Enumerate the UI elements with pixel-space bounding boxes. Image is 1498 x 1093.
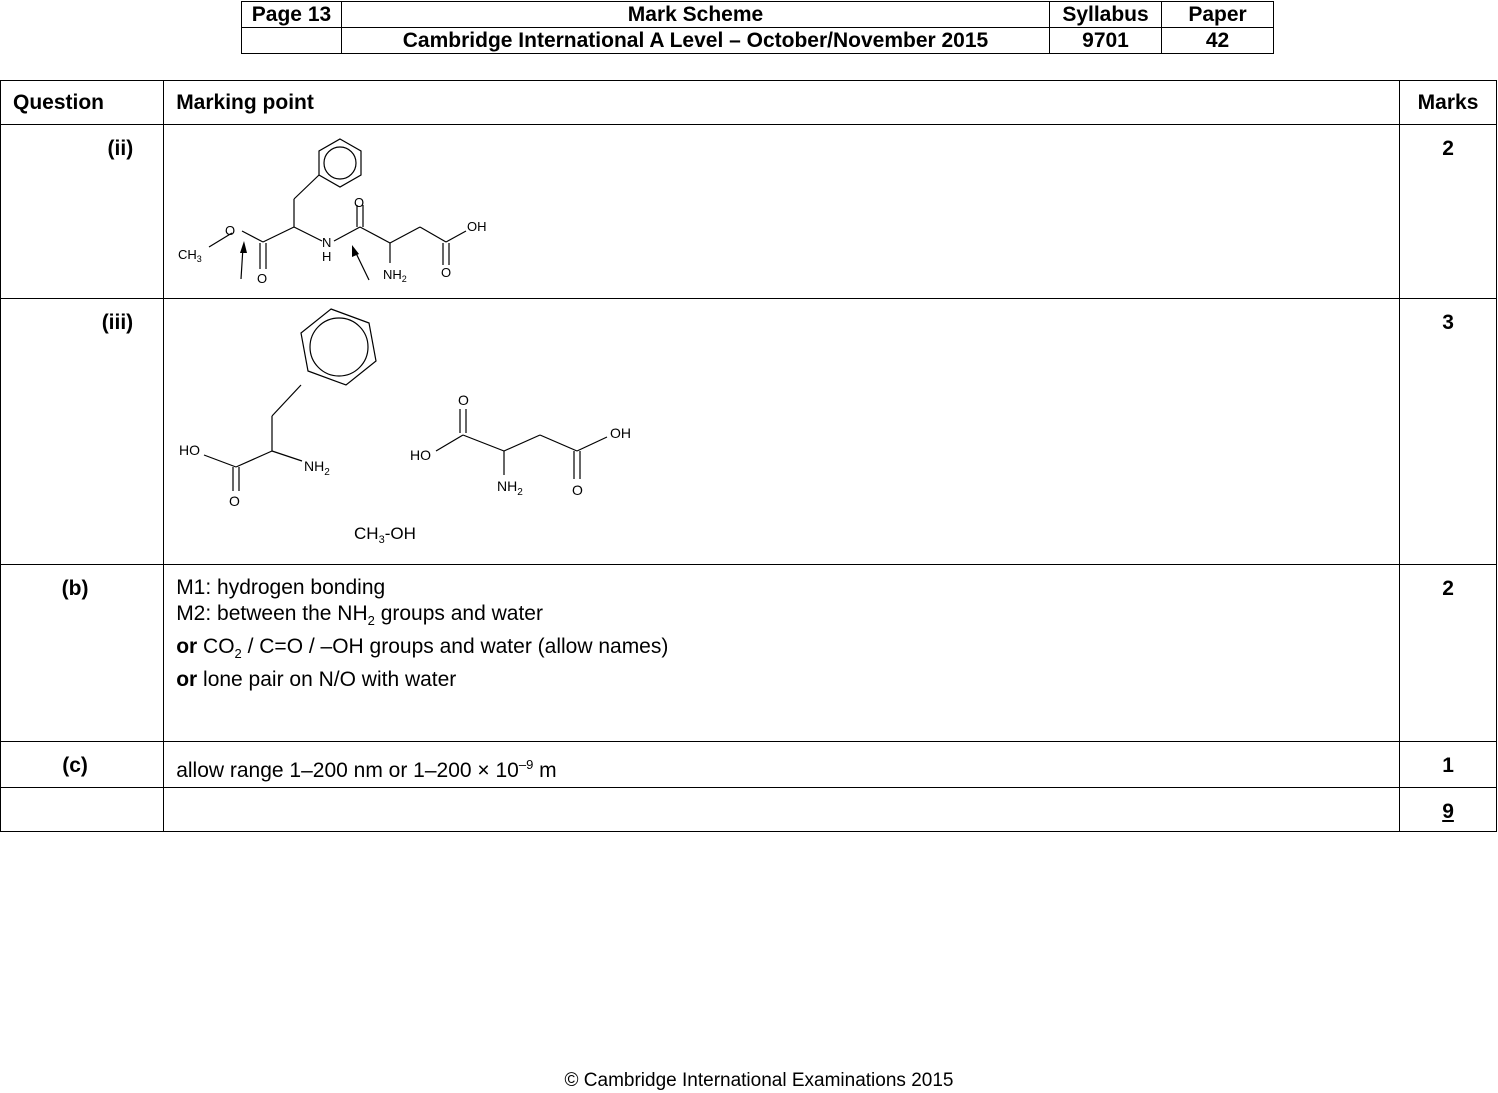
label-methanol: $CH_3-OH$ [354,524,417,546]
peptide-ester-structure [164,125,504,293]
paper-number: 42 [1162,28,1274,54]
mark-scheme-table [0,80,1497,832]
syllabus-label: Syllabus [1050,2,1162,28]
question-label: (b) [61,577,89,600]
table-row-total [1,788,1497,832]
marking-point-blank [164,788,1400,832]
marks-value: 3 [1442,311,1454,334]
label-o-ester: O [225,223,236,238]
label-o-2-top: O [458,392,470,408]
document-subtitle: Cambridge International A Level – October/November 2015 [342,28,1050,54]
label-ho-1: HO [179,442,201,458]
marking-point-text: allow range 1–200 nm or $1-200 \times 10^{-9}$ m [176,757,557,782]
total-marks: 9 [1442,800,1454,823]
marks-value: 2 [1442,137,1454,160]
label-ho-2: HO [410,447,432,463]
label-nh2-2: $NH_2$ [497,478,523,498]
column-marks: Marks [1400,81,1497,125]
marking-point-text [164,565,1399,693]
label-oh: OH [467,219,487,234]
syllabus-code: 9701 [1050,28,1162,54]
label-ch3: $CH_3$ [178,247,202,264]
question-label: (iii) [101,311,134,334]
label-n: N [322,235,332,250]
marking-line-2: M2: between the $NH_2$ groups and water [176,602,543,629]
marking-line-4: or lone pair on N/O with water [176,668,457,692]
table-row [1,299,1497,565]
label-o-1: O [229,493,241,509]
label-oh-2: OH [610,425,632,441]
paper-label: Paper [1162,2,1274,28]
question-label [1,788,164,832]
table-row [1,565,1497,742]
label-nh2: $NH_2$ [383,267,407,284]
hydrolysis-products-structure [164,299,644,559]
header-table [241,1,1274,54]
table-header-row [1,81,1497,125]
marking-line-3: or $CO_2 / C=O / -OH$ groups and water (allow names) [176,635,669,662]
table-row [1,125,1497,299]
label-o-acid: O [441,265,452,280]
label-o-2-acid: O [572,482,584,498]
label-o-amide: O [354,195,365,210]
column-marking-point: Marking point [164,81,1400,125]
label-nh2-1: $NH_2$ [304,458,330,478]
column-question: Question [1,81,164,125]
header-blank [242,28,342,54]
marks-value: 1 [1442,754,1454,777]
question-label: (ii) [107,137,134,160]
marks-value: 2 [1442,577,1454,600]
marking-line-1: M1: hydrogen bonding [176,576,386,599]
copyright-footer: © Cambridge International Examinations 2015 [564,1070,954,1091]
page-number: Page 13 [242,2,342,28]
label-h: H [322,249,332,264]
question-label: (c) [62,754,88,777]
document-title: Mark Scheme [342,2,1050,28]
label-o-carbonyl: O [257,271,268,286]
table-row [1,742,1497,788]
